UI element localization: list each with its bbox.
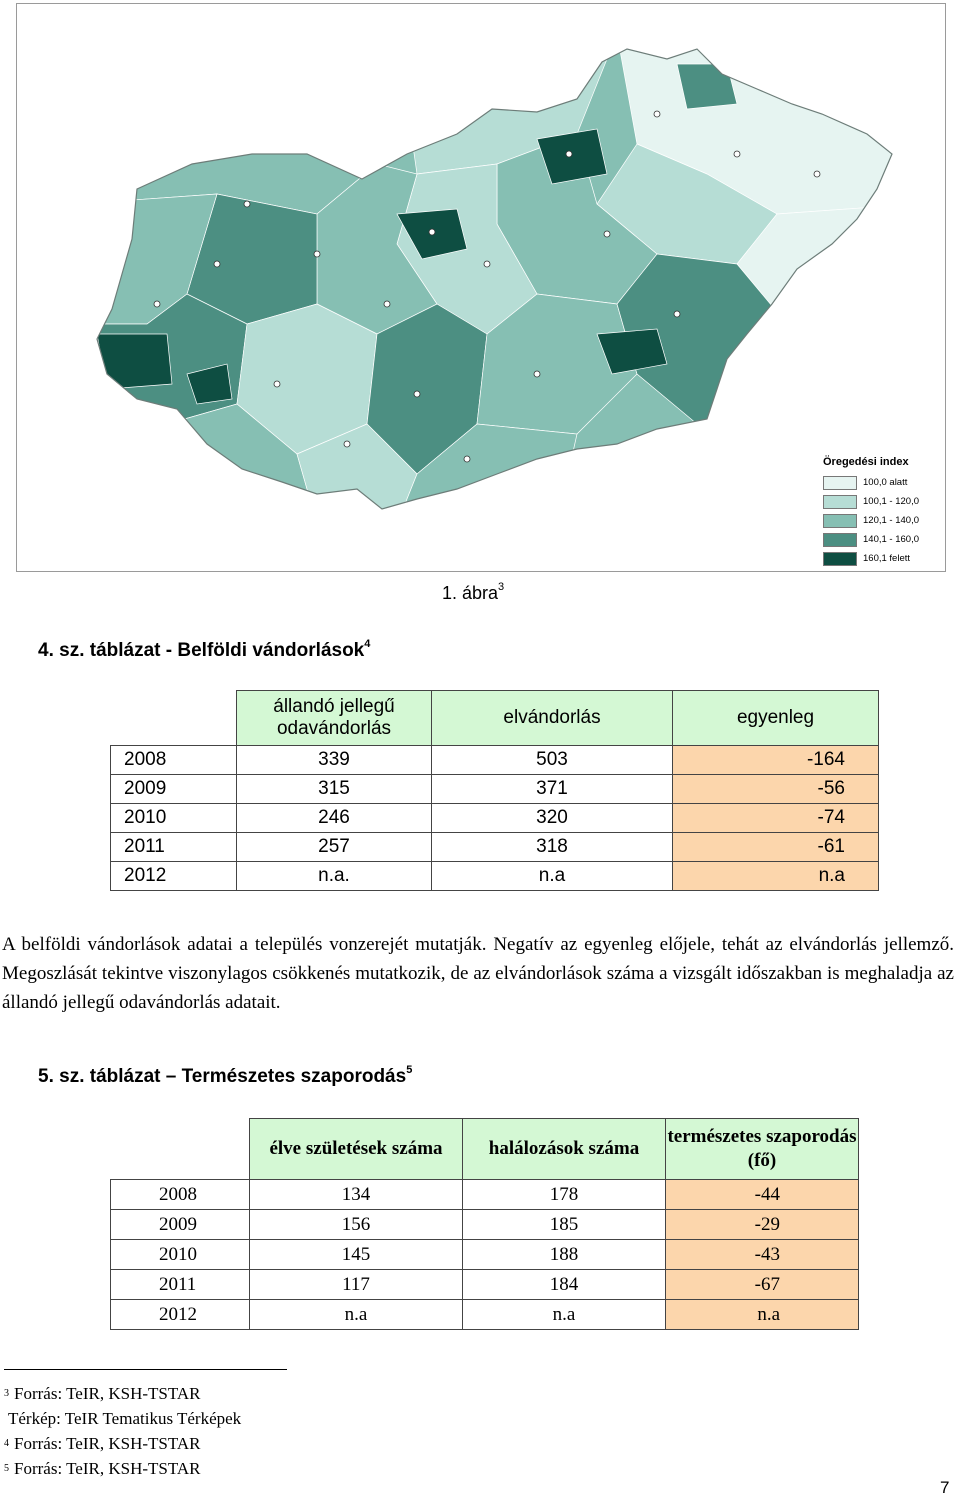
legend-title: Öregedési index bbox=[823, 456, 909, 468]
hungary-aging-index-map bbox=[16, 3, 946, 572]
table-header-row bbox=[111, 691, 879, 746]
table4-domestic-migration bbox=[110, 690, 879, 891]
legend-item bbox=[823, 512, 943, 529]
table-cell: 2010 bbox=[111, 1240, 250, 1270]
footnote bbox=[4, 1456, 241, 1481]
table-cell: 117 bbox=[250, 1270, 463, 1300]
table-row bbox=[111, 862, 879, 891]
legend-label: 100,1 - 120,0 bbox=[863, 496, 919, 507]
table-cell: 145 bbox=[250, 1240, 463, 1270]
map-regions bbox=[77, 34, 917, 524]
table-row bbox=[111, 1180, 859, 1210]
table-header-cell bbox=[111, 1119, 250, 1180]
legend-label: 100,0 alatt bbox=[863, 477, 908, 488]
footnote bbox=[4, 1381, 241, 1406]
table-cell: n.a bbox=[666, 1300, 859, 1330]
legend-swatch bbox=[823, 552, 857, 566]
footnote-number: 5 bbox=[4, 1463, 9, 1474]
legend-item bbox=[823, 550, 943, 567]
footnotes bbox=[4, 1381, 241, 1481]
legend-item bbox=[823, 493, 943, 510]
table-cell: 2009 bbox=[111, 775, 237, 804]
table-row bbox=[111, 1300, 859, 1330]
legend-item bbox=[823, 531, 943, 548]
table-header-row bbox=[111, 1119, 859, 1180]
footnote-text: Forrás: TeIR, KSH-TSTAR bbox=[14, 1384, 201, 1403]
table-cell: -61 bbox=[673, 833, 879, 862]
table-cell: 2012 bbox=[111, 1300, 250, 1330]
footnote bbox=[4, 1406, 241, 1431]
table-cell: -74 bbox=[673, 804, 879, 833]
legend-label: 120,1 - 140,0 bbox=[863, 515, 919, 526]
legend-label: 140,1 - 160,0 bbox=[863, 534, 919, 545]
table-header-cell bbox=[111, 691, 237, 746]
table5-title bbox=[38, 1066, 412, 1088]
table-row bbox=[111, 833, 879, 862]
table-row bbox=[111, 804, 879, 833]
table-cell: 2008 bbox=[111, 1180, 250, 1210]
table-cell: 257 bbox=[237, 833, 432, 862]
table-cell: -43 bbox=[666, 1240, 859, 1270]
table-cell: 246 bbox=[237, 804, 432, 833]
table-cell: n.a bbox=[250, 1300, 463, 1330]
table5-title-text: 5. sz. táblázat – Természetes szaporodás bbox=[38, 1066, 407, 1087]
table-row bbox=[111, 775, 879, 804]
table-header-cell: halálozások száma bbox=[463, 1119, 666, 1180]
table-cell: 318 bbox=[432, 833, 673, 862]
table-cell: 339 bbox=[237, 746, 432, 775]
figure-caption-text: 1. ábra bbox=[442, 583, 499, 603]
footnote-text: Forrás: TeIR, KSH-TSTAR bbox=[14, 1434, 201, 1453]
legend-swatch bbox=[823, 495, 857, 509]
table-cell: 2009 bbox=[111, 1210, 250, 1240]
table-cell: 156 bbox=[250, 1210, 463, 1240]
page-number: 7 bbox=[940, 1478, 950, 1497]
table-cell: 188 bbox=[463, 1240, 666, 1270]
table-row bbox=[111, 1240, 859, 1270]
legend-label: 160,1 felett bbox=[863, 553, 911, 564]
table-cell: n.a bbox=[432, 862, 673, 891]
footnote-number: 3 bbox=[4, 1388, 9, 1399]
table-cell: 503 bbox=[432, 746, 673, 775]
table-cell: 134 bbox=[250, 1180, 463, 1210]
table-cell: -67 bbox=[666, 1270, 859, 1300]
footnote-ref: 3 bbox=[498, 581, 505, 593]
table-cell: -44 bbox=[666, 1180, 859, 1210]
table-cell: 2011 bbox=[111, 1270, 250, 1300]
table-cell: 371 bbox=[432, 775, 673, 804]
table-cell: 320 bbox=[432, 804, 673, 833]
table-cell: 315 bbox=[237, 775, 432, 804]
table-cell: n.a bbox=[463, 1300, 666, 1330]
footnote-ref: 5 bbox=[406, 1064, 413, 1076]
table-cell: 2012 bbox=[111, 862, 237, 891]
footnote-divider bbox=[4, 1369, 287, 1370]
footnote-number: 4 bbox=[4, 1438, 9, 1449]
table-row bbox=[111, 1270, 859, 1300]
table-cell: -164 bbox=[673, 746, 879, 775]
figure-caption bbox=[442, 583, 504, 604]
map-legend bbox=[823, 456, 943, 569]
legend-swatch bbox=[823, 476, 857, 490]
table-cell: -56 bbox=[673, 775, 879, 804]
table-header-cell: állandó jellegű odavándorlás bbox=[237, 691, 432, 746]
table-header-cell: elvándorlás bbox=[432, 691, 673, 746]
map-graphic bbox=[17, 4, 945, 571]
table-cell: -29 bbox=[666, 1210, 859, 1240]
table-cell: n.a. bbox=[237, 862, 432, 891]
table-cell: 2011 bbox=[111, 833, 237, 862]
table-header-cell: élve születések száma bbox=[250, 1119, 463, 1180]
table-header-cell: egyenleg bbox=[673, 691, 879, 746]
table5-natural-increase bbox=[110, 1118, 859, 1330]
table-cell: n.a bbox=[673, 862, 879, 891]
legend-swatch bbox=[823, 514, 857, 528]
table4-title-text: 4. sz. táblázat - Belföldi vándorlások bbox=[38, 640, 365, 661]
table-row bbox=[111, 746, 879, 775]
table-cell: 2008 bbox=[111, 746, 237, 775]
table-header-cell: természetes szaporodás (fő) bbox=[666, 1119, 859, 1180]
footnote-text: Forrás: TeIR, KSH-TSTAR bbox=[14, 1459, 201, 1478]
footnote-text: Térkép: TeIR Tematikus Térképek bbox=[8, 1409, 242, 1428]
table-cell: 185 bbox=[463, 1210, 666, 1240]
footnote-ref: 4 bbox=[364, 638, 371, 650]
table-cell: 184 bbox=[463, 1270, 666, 1300]
legend-item bbox=[823, 474, 943, 491]
legend-swatch bbox=[823, 533, 857, 547]
table-row bbox=[111, 1210, 859, 1240]
table-cell: 178 bbox=[463, 1180, 666, 1210]
table4-title bbox=[38, 640, 370, 662]
body-paragraph: A belföldi vándorlások adatai a település vonzerejét mutatják. Negatív az egyenleg előjele, tehát az elvándorlás jellemző. Megoszlását tekintve viszonylagos csökkenés mutatkozik, de az elvándorlások száma a vizsgált időszakban is meghaladja az állandó jellegű odavándorlás adatait. bbox=[2, 934, 954, 1013]
table-cell: 2010 bbox=[111, 804, 237, 833]
footnote bbox=[4, 1431, 241, 1456]
